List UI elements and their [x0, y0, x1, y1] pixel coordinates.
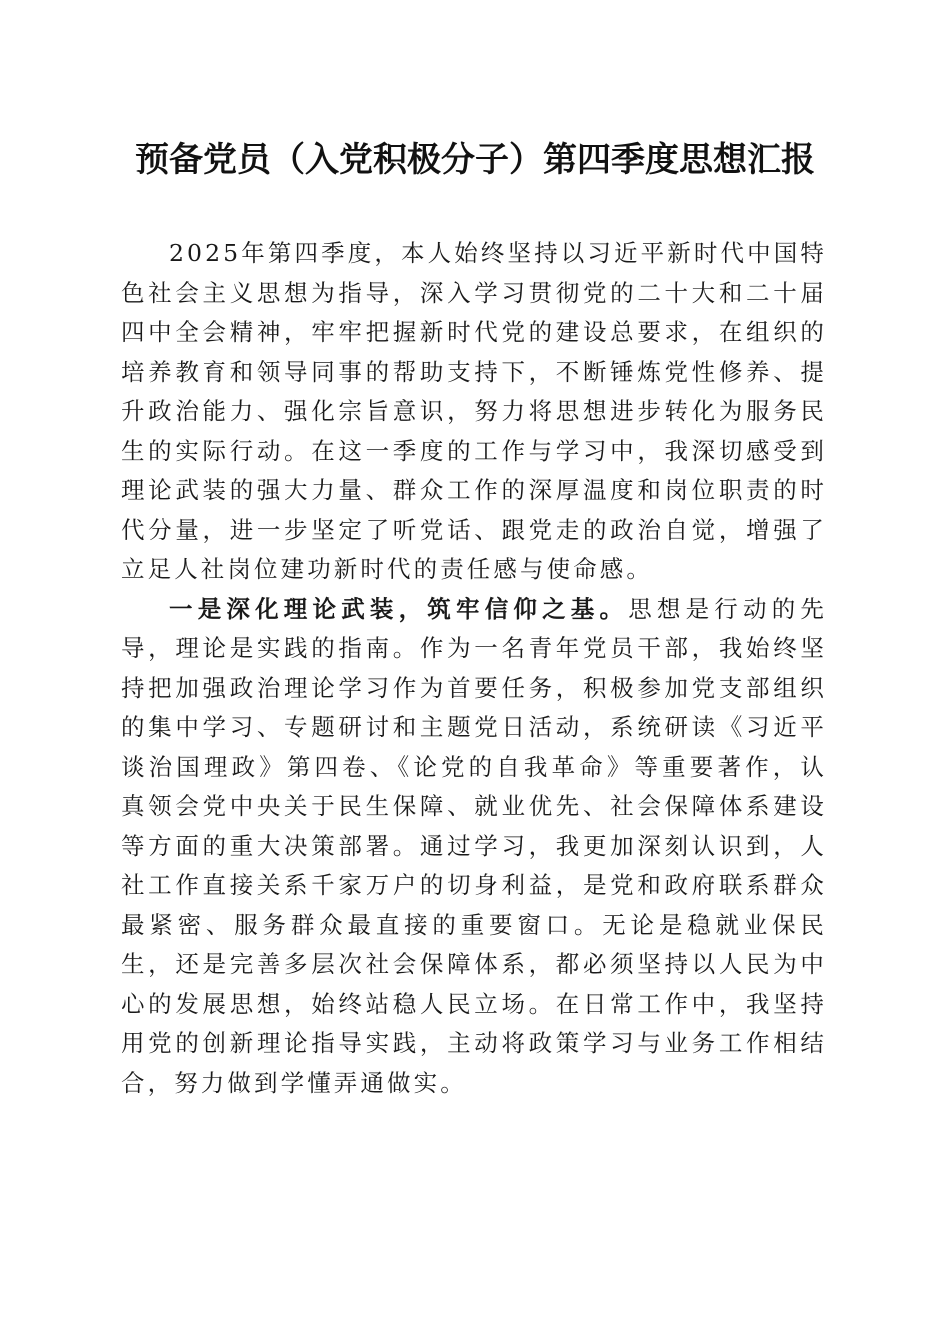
section-one-text: 思想是行动的先导，理论是实践的指南。作为一名青年党员干部，我始终坚持把加强政治理论学习作为首要任务，积极参加党支部组织的集中学习、专题研讨和主题党日活动，系统研读《习近平谈治国理政》第四卷、《论党的自我革命》等重要著作，认真领会党中央关于民生保障、就业优先、社会保障体系建设等方面的重大决策部署。通过学习，我更加深刻认识到，人社工作直接关系千家万户的切身利益，是党和政府联系群众最紧密、服务群众最直接的重要窗口。无论是稳就业保民生，还是完善多层次社会保障体系，都必须坚持以人民为中心的发展思想，始终站稳人民立场。在日常工作中，我坚持用党的创新理论指导实践，主动将政策学习与业务工作相结合，努力做到学懂弄通做实。 [121, 594, 827, 1097]
section-one-paragraph [121, 590, 827, 1104]
document-title: 预备党员（入党积极分子）第四季度思想汇报 [135, 140, 815, 180]
section-one-heading: 一是深化理论武装，筑牢信仰之基。 [169, 594, 629, 623]
intro-paragraph [121, 234, 827, 590]
document-body [121, 234, 827, 1103]
intro-paragraph-text: 2025年第四季度，本人始终坚持以习近平新时代中国特色社会主义思想为指导，深入学习贯彻党的二十大和二十届四中全会精神，牢牢把握新时代党的建设总要求，在组织的培养教育和领导同事的帮助支持下，不断锤炼党性修养、提升政治能力、强化宗旨意识，努力将思想进步转化为服务民生的实际行动。在这一季度的工作与学习中，我深切感受到理论武装的强大力量、群众工作的深厚温度和岗位职责的时代分量，进一步坚定了听党话、跟党走的政治自觉，增强了立足人社岗位建功新时代的责任感与使命感。 [121, 239, 827, 583]
